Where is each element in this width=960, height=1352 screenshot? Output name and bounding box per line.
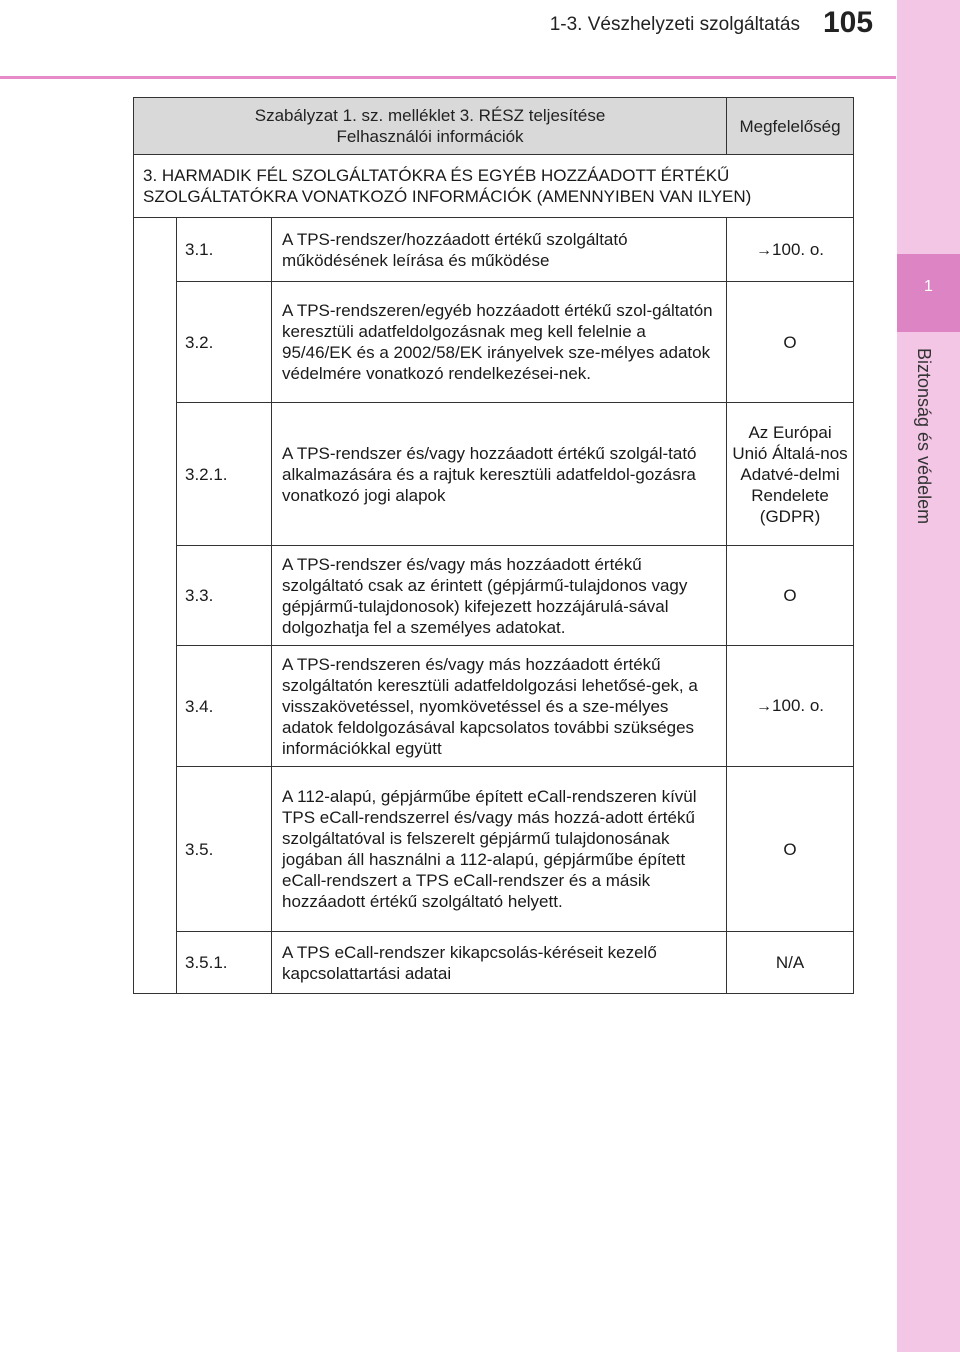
table-row [134, 932, 854, 994]
chapter-label: Biztonság és védelem [914, 348, 934, 525]
row-compliance: Az Európai Unió Általá-nos Adatvé-delmi Rendelete (GDPR) [727, 403, 854, 546]
row-number: 3.1. [177, 218, 272, 282]
row-compliance-text: 100. o. [772, 239, 825, 259]
header-regulation-line1: Szabályzat 1. sz. melléklet 3. RÉSZ teljesítése [254, 106, 606, 125]
row-description: A TPS eCall-rendszer kikapcsolás-kéréseit kezelő kapcsolattartási adatai [272, 932, 727, 994]
page-number: 105 [822, 6, 874, 39]
row-compliance [727, 218, 854, 282]
header-regulation-cell [134, 98, 727, 155]
row-compliance: O [727, 767, 854, 932]
row-number: 3.5.1. [177, 932, 272, 994]
chapter-side-tab [897, 0, 960, 1352]
row-number: 3.4. [177, 646, 272, 767]
table-row [134, 218, 854, 282]
row-compliance-text: 100. o. [772, 696, 825, 715]
arrow-icon: → [756, 698, 773, 715]
row-description: A TPS-rendszer és/vagy hozzáadott értékű szolgál-tató alkalmazására és a rajtuk keresztüli adatfeldol-gozásra vonatkozó jogi alapok [272, 403, 727, 546]
table-row [134, 403, 854, 546]
section-heading-line2: SZOLGÁLTATÓKRA VONATKOZÓ INFORMÁCIÓK (AMENNYIBEN VAN ILYEN) [143, 187, 752, 206]
arrow-icon: → [756, 241, 773, 259]
table-row [134, 767, 854, 932]
table-header-row [134, 98, 854, 155]
header-regulation-line2: Felhasználói információk [336, 127, 524, 146]
chapter-number: 1 [924, 278, 933, 295]
section-heading-line1: 3. HARMADIK FÉL SZOLGÁLTATÓKRA ÉS EGYÉB HOZZÁADOTT ÉRTÉKŰ [143, 166, 730, 185]
row-compliance: O [727, 546, 854, 646]
row-description: A 112-alapú, gépjárműbe épített eCall-rendszeren kívül TPS eCall-rendszerrel és/vagy más hozzá-adott értékű szolgáltatóval is felszerelt gépjármű tulajdonosának jogában áll használni a 112-alapú, gépjárműbe épített eCall-rendszert a TPS eCall-rendszer és a másik hozzáadott értékű szolgáltató helyett. [272, 767, 727, 932]
row-number: 3.2. [177, 282, 272, 403]
section-heading-cell [134, 155, 854, 218]
header-divider [0, 76, 896, 79]
row-description: A TPS-rendszer és/vagy más hozzáadott értékű szolgáltató csak az érintett (gépjármű-tulajdonos vagy gépjármű-tulajdonosok) kifejezett hozzájárulá-sával dolgozhatja fel a személyes adatokat. [272, 546, 727, 646]
indent-cell [134, 218, 177, 994]
row-description: A TPS-rendszeren és/vagy más hozzáadott értékű szolgáltatón keresztüli adatfeldolgozási lehetősé-gek, a visszakövetéssel, nyomkövetéssel és a sze-mélyes adatok feldolgozásával kapcsolatos további szükséges információkkal együtt [272, 646, 727, 767]
row-compliance [727, 646, 854, 767]
section-heading-row [134, 155, 854, 218]
table-row [134, 546, 854, 646]
compliance-table [133, 97, 854, 994]
row-number: 3.3. [177, 546, 272, 646]
row-description: A TPS-rendszeren/egyéb hozzáadott értékű szol-gáltatón keresztüli adatfeldolgozásnak meg kell felelnie a 95/46/EK és a 2002/58/EK irányelvek sze-mélyes adatok védelmére vonatkozó rendelkezései-nek. [272, 282, 727, 403]
row-compliance: O [727, 282, 854, 403]
row-compliance: N/A [727, 932, 854, 994]
header-compliance-cell: Megfelelőség [727, 98, 854, 155]
row-description: A TPS-rendszer/hozzáadott értékű szolgáltató működésének leírása és működése [272, 218, 727, 282]
table-row [134, 282, 854, 403]
table-row [134, 646, 854, 767]
row-number: 3.5. [177, 767, 272, 932]
row-number: 3.2.1. [177, 403, 272, 546]
section-title: 1-3. Vészhelyzeti szolgáltatás [549, 14, 800, 35]
